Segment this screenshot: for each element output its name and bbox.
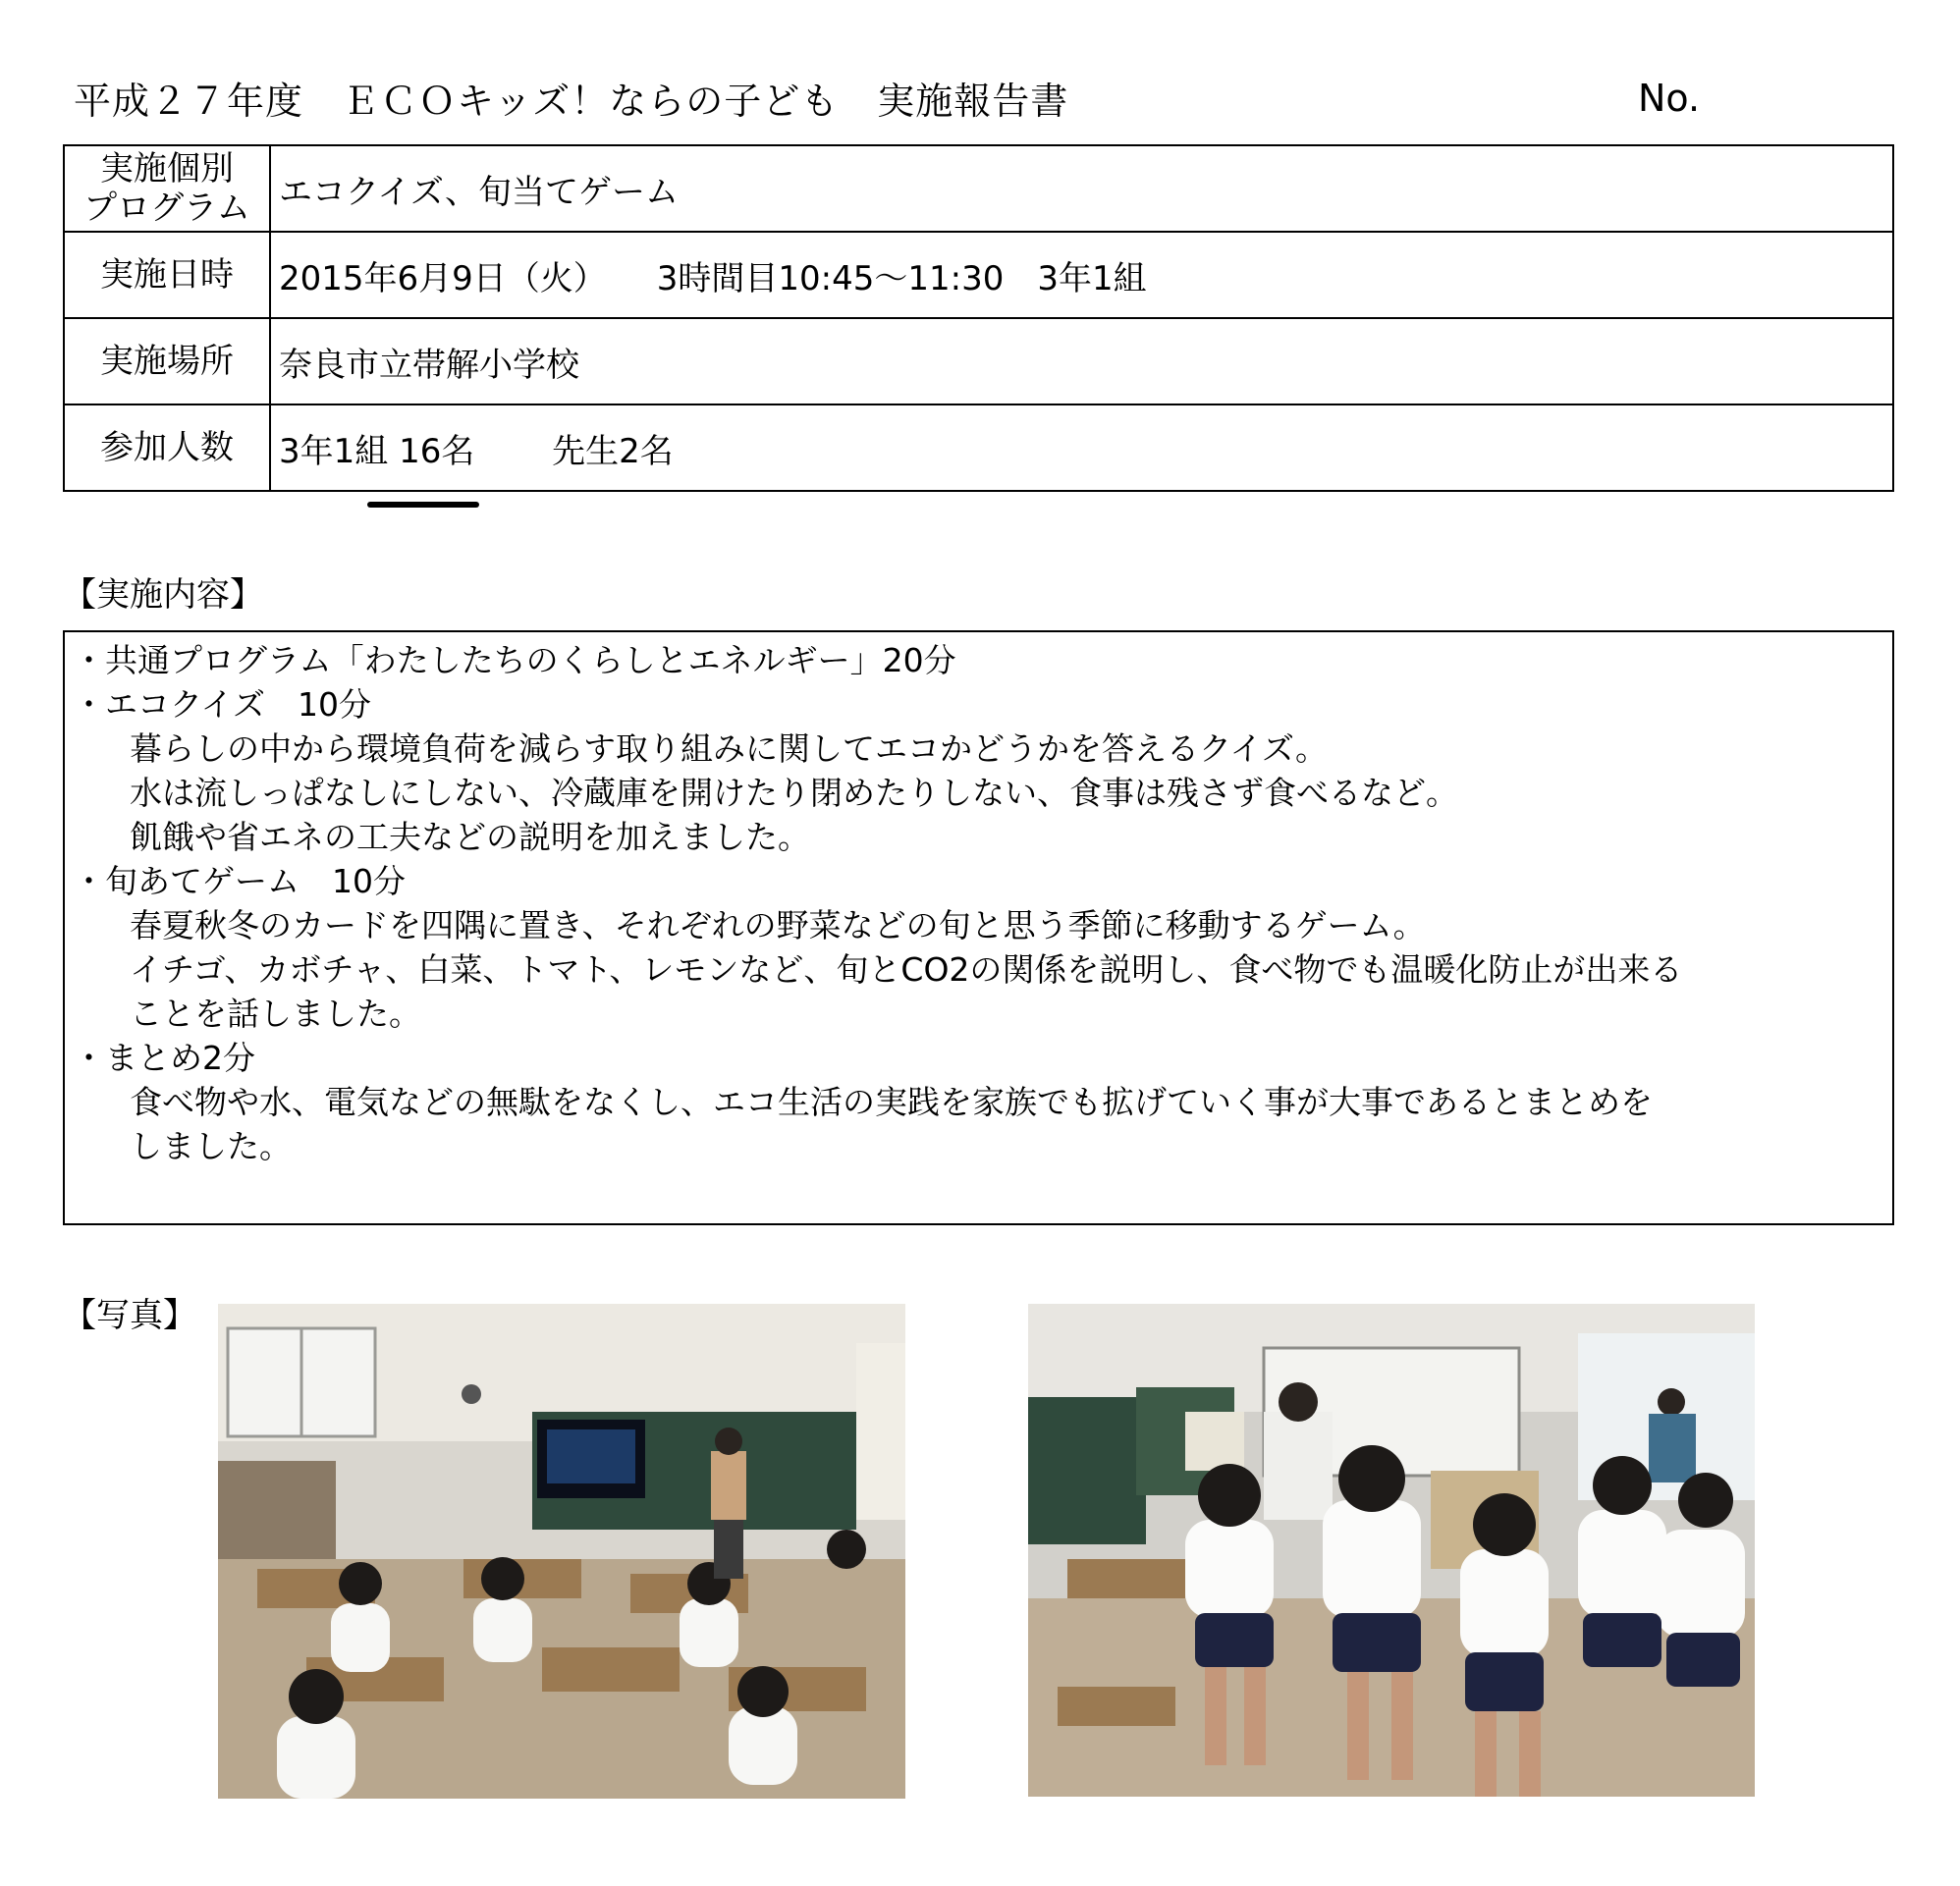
- participants-value: 3年1組 16名 先生2名: [270, 404, 1893, 491]
- content-line: ことを話しました。: [130, 995, 421, 1033]
- date-label: 実施日時: [64, 232, 270, 318]
- program-value: エコクイズ、旬当てゲーム: [270, 145, 1893, 232]
- table-row: [64, 318, 1893, 404]
- underline-mark: [367, 502, 479, 508]
- place-label: 実施場所: [64, 318, 270, 404]
- program-label-text: 実施個別 プログラム: [83, 149, 250, 228]
- content-line: 水は流しっぱなしにしない、冷蔵庫を開けたり閉めたりしない、食事は残さず食べるなど。: [130, 774, 1458, 812]
- classroom-photo-2: [1028, 1304, 1755, 1797]
- program-label: [64, 145, 270, 232]
- content-line: イチゴ、カボチャ、白菜、トマト、レモンなど、旬とCO2の関係を説明し、食べ物でも温暖化防止が出来る: [130, 950, 1683, 989]
- classroom-photo-1: [218, 1304, 905, 1799]
- table-row: [64, 232, 1893, 318]
- place-value: 奈良市立帯解小学校: [270, 318, 1893, 404]
- content-box: [63, 630, 1894, 1225]
- date-value: 2015年6月9日（火） 3時間目10:45〜11:30 3年1組: [270, 232, 1893, 318]
- content-line: ・共通プログラム「わたしたちのくらしとエネルギー」20分: [73, 641, 956, 679]
- report-number-label: No.: [1638, 77, 1701, 120]
- content-line: ・まとめ2分: [73, 1039, 255, 1077]
- content-line: 飢餓や省エネの工夫などの説明を加えました。: [130, 818, 810, 856]
- photos-heading: 【写真】: [63, 1296, 196, 1335]
- content-line: 春夏秋冬のカードを四隅に置き、それぞれの野菜などの旬と思う季節に移動するゲーム。: [130, 906, 1426, 944]
- classroom-photo-1-image: [218, 1304, 905, 1799]
- report-title: 平成２７年度 ＥＣＯキッズ！ならの子ども 実施報告書: [74, 80, 1069, 123]
- table-row: [64, 404, 1893, 491]
- content-line: ・旬あてゲーム 10分: [73, 862, 406, 900]
- content-heading: 【実施内容】: [63, 575, 263, 615]
- content-line: ・エコクイズ 10分: [73, 685, 372, 724]
- content-line: しました。: [130, 1127, 292, 1165]
- participants-label: 参加人数: [64, 404, 270, 491]
- info-table: [63, 144, 1894, 492]
- content-line: 暮らしの中から環境負荷を減らす取り組みに関してエコかどうかを答えるクイズ。: [130, 729, 1329, 768]
- table-row: [64, 145, 1893, 232]
- content-line: 食べ物や水、電気などの無駄をなくし、エコ生活の実践を家族でも拡げていく事が大事であるとまとめを: [130, 1083, 1653, 1121]
- classroom-photo-2-image: [1028, 1304, 1755, 1797]
